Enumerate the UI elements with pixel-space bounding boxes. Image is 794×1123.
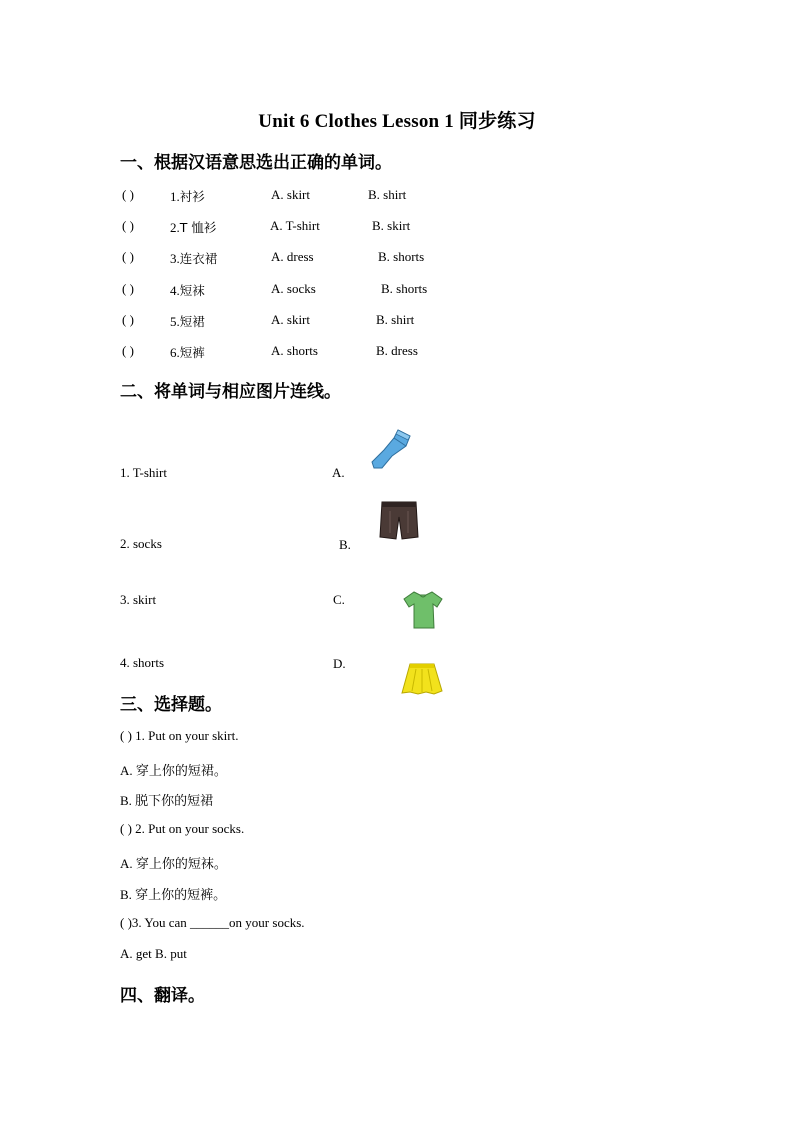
question-5-text: 5.短裙 <box>170 314 205 329</box>
question-4-option-b: B. shorts <box>381 281 428 296</box>
question-2-option-b: B. skirt <box>372 218 411 233</box>
question-6-option-a: A. shorts <box>271 343 318 358</box>
section-3-heading: 三、选择题。 <box>120 695 222 715</box>
question-3-text: 3.连衣裙 <box>170 251 218 266</box>
match-word-3: 3. skirt <box>120 592 157 607</box>
question-1-text: 1.衬衫 <box>170 189 205 204</box>
match-word-2: 2. socks <box>120 536 162 551</box>
question-1-option-a: A. skirt <box>271 187 310 202</box>
question-4-option-a: A. socks <box>271 281 316 296</box>
question-2-option-a: A. T-shirt <box>270 218 320 233</box>
match-letter-b: B. <box>339 537 351 552</box>
question-2-text: 2.T 恤衫 <box>170 220 217 235</box>
question-6-paren: ( ) <box>122 343 134 358</box>
question-1-option-b: B. shirt <box>368 187 407 202</box>
match-letter-a: A. <box>332 465 345 480</box>
question-1-paren: ( ) <box>122 187 134 202</box>
question-3-option-a: A. dress <box>271 249 314 264</box>
brown-shorts-icon <box>378 499 420 541</box>
choice-1-option-a: A. 穿上你的短裙。 <box>120 763 227 778</box>
blue-socks-icon <box>368 428 414 472</box>
question-6-text: 6.短裤 <box>170 345 205 360</box>
green-tshirt-icon <box>402 589 444 631</box>
question-6-option-b: B. dress <box>376 343 418 358</box>
match-letter-d: D. <box>333 656 346 671</box>
page-title: Unit 6 Clothes Lesson 1 同步练习 <box>258 111 536 132</box>
choice-question-3: ( )3. You can ______on your socks. <box>120 915 305 930</box>
choice-2-option-a: A. 穿上你的短袜。 <box>120 856 227 871</box>
question-3-paren: ( ) <box>122 249 134 264</box>
choice-3-options: A. get B. put <box>120 946 187 961</box>
section-1-heading: 一、根据汉语意思选出正确的单词。 <box>120 153 392 173</box>
section-4-heading: 四、翻译。 <box>120 986 205 1006</box>
choice-question-1: ( ) 1. Put on your skirt. <box>120 728 239 743</box>
choice-question-2: ( ) 2. Put on your socks. <box>120 821 245 836</box>
question-4-text: 4.短袜 <box>170 283 205 298</box>
match-letter-c: C. <box>333 592 345 607</box>
choice-1-option-b: B. 脱下你的短裙 <box>120 793 214 808</box>
match-word-4: 4. shorts <box>120 655 165 670</box>
question-5-option-b: B. shirt <box>376 312 415 327</box>
question-3-option-b: B. shorts <box>378 249 425 264</box>
question-5-paren: ( ) <box>122 312 134 327</box>
section-2-heading: 二、将单词与相应图片连线。 <box>120 382 341 402</box>
yellow-skirt-icon <box>400 661 444 697</box>
question-5-option-a: A. skirt <box>271 312 310 327</box>
match-word-1: 1. T-shirt <box>120 465 167 480</box>
question-4-paren: ( ) <box>122 281 134 296</box>
question-2-paren: ( ) <box>122 218 134 233</box>
choice-2-option-b: B. 穿上你的短裤。 <box>120 887 227 902</box>
